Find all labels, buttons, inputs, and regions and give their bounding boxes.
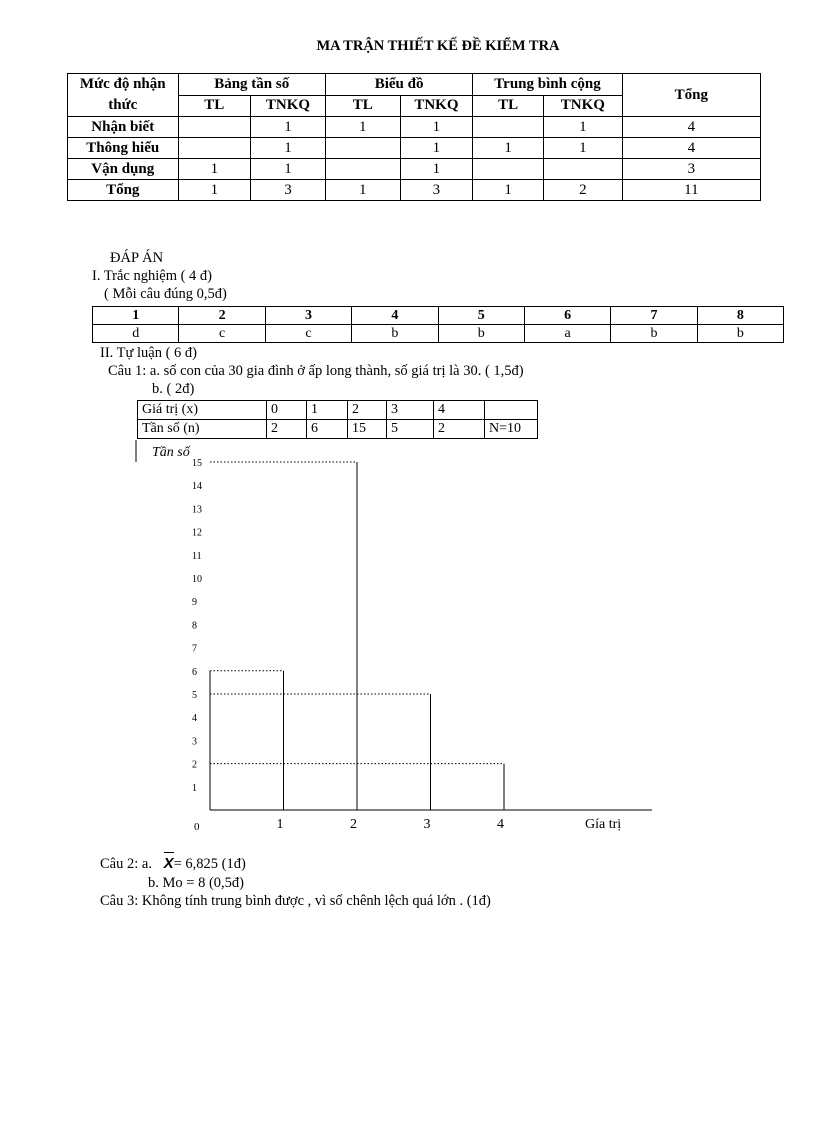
- table-cell: 2: [348, 401, 387, 420]
- y-tick-label: 15: [192, 458, 202, 469]
- y-tick-label: 8: [192, 620, 197, 632]
- x-tick-label: 4: [497, 817, 504, 832]
- table-cell: 1: [543, 138, 622, 159]
- cau2a: [100, 855, 246, 873]
- y-tick-label: 1: [192, 782, 197, 794]
- table-cell: 1: [178, 180, 251, 201]
- table-cell: 1: [473, 180, 544, 201]
- table-cell: 1: [473, 138, 544, 159]
- mean-symbol: [164, 855, 174, 872]
- x-tick-label: 3: [423, 817, 431, 832]
- table-cell: 1: [251, 138, 326, 159]
- table-cell: 4: [434, 401, 485, 420]
- design-matrix-table: [67, 73, 761, 201]
- y-tick-label: 13: [192, 504, 202, 516]
- answer-letter: d: [93, 325, 179, 343]
- table-cell: Tần số (n): [138, 420, 267, 439]
- group-header: Bảng tần số: [178, 74, 325, 96]
- answer-letter: a: [524, 325, 610, 343]
- table-cell: 2: [267, 420, 307, 439]
- answer-letter: b: [438, 325, 524, 343]
- table-cell: 2: [434, 420, 485, 439]
- table-cell: N=10: [485, 420, 538, 439]
- table-cell: 1: [178, 159, 251, 180]
- group-header: Trung bình cộng: [473, 74, 622, 96]
- table-cell: 1: [400, 159, 473, 180]
- question-number: 5: [438, 307, 524, 325]
- table-cell: 1: [325, 117, 400, 138]
- question-number: 7: [611, 307, 697, 325]
- table-cell: [325, 159, 400, 180]
- subheader: TL: [178, 95, 251, 117]
- part2-heading: II. Tự luận ( 6 đ): [100, 345, 197, 361]
- question-number: 8: [697, 307, 783, 325]
- table-cell: [178, 138, 251, 159]
- cau1a: Câu 1: a. số con của 30 gia đình ở ấp long thành, số giá trị là 30. ( 1,5đ): [108, 363, 524, 379]
- row-total: 4: [622, 117, 760, 138]
- y-tick-label: 2: [192, 759, 197, 771]
- answer-letter: c: [265, 325, 351, 343]
- part1-note: ( Mỗi câu đúng 0,5đ): [104, 286, 227, 302]
- total-header: Tổng: [622, 74, 760, 117]
- question-number: 4: [352, 307, 438, 325]
- cau3: Câu 3: Không tính trung bình được , vì số chênh lệch quá lớn . (1đ): [100, 893, 491, 909]
- table-cell: 3: [400, 180, 473, 201]
- corner-line-2: thức: [108, 97, 138, 113]
- origin-label: 0: [194, 821, 200, 833]
- row-label: Vận dụng: [68, 159, 179, 180]
- table-cell: [473, 159, 544, 180]
- cau1b: b. ( 2đ): [152, 381, 195, 397]
- subheader: TL: [473, 95, 544, 117]
- page-title: MA TRẬN THIẾT KẾ ĐỀ KIỂM TRA: [316, 38, 560, 54]
- y-tick-label: 9: [192, 597, 197, 609]
- table-cell: 5: [387, 420, 434, 439]
- x-tick-label: 1: [276, 817, 284, 832]
- cau2b: b. Mo = 8 (0,5đ): [148, 875, 244, 891]
- y-tick-label: 10: [192, 574, 202, 585]
- answer-key-table: [92, 306, 784, 343]
- y-tick-label: 7: [192, 643, 197, 655]
- frequency-histogram: [130, 440, 670, 840]
- x-tick-label: 2: [350, 817, 357, 832]
- y-tick-label: 6: [192, 666, 197, 678]
- table-row: [68, 159, 761, 180]
- table-cell: 2: [543, 180, 622, 201]
- table-row: [68, 180, 761, 201]
- y-tick-label: 4: [192, 713, 197, 725]
- answer-letter: b: [611, 325, 697, 343]
- table-cell: 1: [543, 117, 622, 138]
- mean-symbol-letter: X: [163, 855, 174, 872]
- x-axis-label: Gía trị: [585, 817, 622, 832]
- answer-letter: c: [179, 325, 265, 343]
- subheader: TNKQ: [251, 95, 326, 117]
- subheader: TL: [325, 95, 400, 117]
- table-row: [138, 420, 538, 439]
- table-row: [138, 401, 538, 420]
- answer-heading: ĐÁP ÁN: [110, 250, 164, 266]
- row-total: 3: [622, 159, 760, 180]
- row-label: Thông hiểu: [68, 138, 179, 159]
- table-cell: 1: [251, 159, 326, 180]
- question-number: 6: [524, 307, 610, 325]
- table-cell: [178, 117, 251, 138]
- part1-heading: I. Trắc nghiệm ( 4 đ): [92, 268, 213, 284]
- table-cell: 1: [400, 138, 473, 159]
- table-row: [68, 138, 761, 159]
- question-number: 1: [93, 307, 179, 325]
- question-number: 3: [265, 307, 351, 325]
- table-cell: 15: [348, 420, 387, 439]
- subheader: TNKQ: [400, 95, 473, 117]
- table-cell: [543, 159, 622, 180]
- table-cell: 3: [251, 180, 326, 201]
- y-tick-label: 14: [192, 481, 202, 493]
- y-tick-label: 3: [192, 736, 197, 748]
- table-cell: 6: [307, 420, 348, 439]
- table-cell: 1: [325, 180, 400, 201]
- y-tick-label: 12: [192, 527, 202, 539]
- table-cell: [473, 117, 544, 138]
- answer-letter: b: [697, 325, 783, 343]
- question-number: 2: [179, 307, 265, 325]
- y-axis-label: Tần số: [152, 445, 190, 460]
- table-cell: [485, 401, 538, 420]
- subheader: TNKQ: [543, 95, 622, 117]
- table-cell: 1: [251, 117, 326, 138]
- group-header: Biểu đồ: [325, 74, 472, 96]
- table-cell: [325, 138, 400, 159]
- cau2a-value: = 6,825 (1đ): [173, 856, 246, 872]
- frequency-table: [137, 400, 538, 439]
- table-row: [68, 117, 761, 138]
- table-cell: 1: [400, 117, 473, 138]
- row-total: 11: [622, 180, 760, 201]
- row-total: 4: [622, 138, 760, 159]
- corner-line-1: Mức độ nhận: [79, 76, 166, 92]
- table-cell: 0: [267, 401, 307, 420]
- row-label: Tổng: [68, 180, 179, 201]
- cau2a-prefix: Câu 2: a.: [100, 856, 152, 872]
- y-tick-label: 5: [192, 690, 197, 701]
- table-cell: 1: [307, 401, 348, 420]
- table-cell: Giá trị (x): [138, 401, 267, 420]
- answer-letter: b: [352, 325, 438, 343]
- matrix-corner-header: [68, 74, 179, 117]
- row-label: Nhận biết: [68, 117, 179, 138]
- table-cell: 3: [387, 401, 434, 420]
- y-tick-label: 11: [192, 550, 202, 562]
